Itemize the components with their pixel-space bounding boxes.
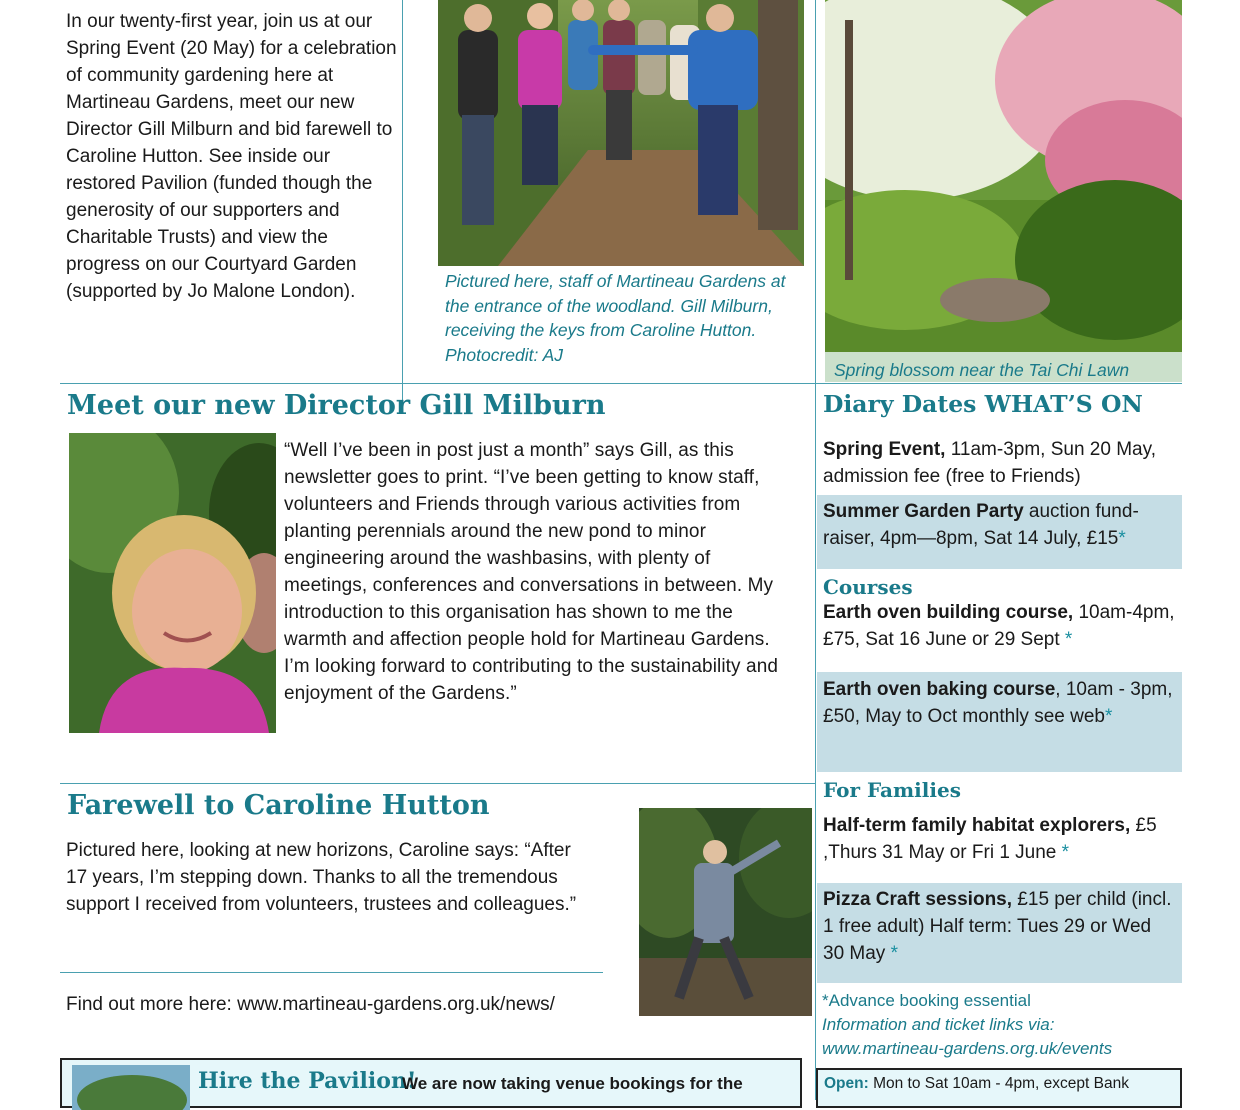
pizza-title: Pizza Craft sessions, [823,889,1013,910]
pizza-star: * [890,943,898,964]
summer-party-details: auction fund-raiser, 4pm—8pm, Sat 14 July, £15 [823,501,1139,549]
booking-note: *Advance booking essential [822,991,1031,1010]
families-heading: For Families [823,778,961,802]
blossom-photo [825,0,1182,382]
half-term-details: £5 ,Thurs 31 May or Fri 1 June [823,815,1157,863]
section-divider-1 [60,383,1182,384]
director-portrait-photo [69,433,276,733]
blossom-photo-caption: Spring blossom near the Tai Chi Lawn [834,360,1130,380]
farewell-text: Pictured here, looking at new horizons, Caroline says: “After 17 years, I’m stepping down. Thanks to all the tremendous support I received from volunteers, trustees and colleagues.” [66,840,577,915]
intro-paragraph: In our twenty-first year, join us at our Spring Event (20 May) for a celebration of community gardening here at Martineau Gardens, meet our new Director Gill Milburn and bid farewell to Caroline Hutton. See inside our restored Pavilion (funded though the generosity of our supporters and Charitable Trusts) and view the progress on our Courtyard Garden (supported by Jo Malone London). [66,11,397,302]
summer-party-star: * [1118,528,1126,549]
staff-photo-caption: Pictured here, staff of Martineau Gardens at the entrance of the woodland. Gill Milburn, receiving the keys from Caroline Hutton. Photocredit: AJ [445,271,786,365]
opening-hours-box [816,1068,1182,1108]
pavilion-text: We are now taking venue bookings for the [402,1074,743,1093]
spring-event-title: Spring Event, [823,439,946,460]
pizza-details: £15 per child (incl. 1 free adult) Half term: Tues 29 or Wed 30 May [823,889,1172,964]
earth-oven-building-item [817,599,1182,669]
pavilion-box [60,1058,802,1108]
earth-oven-baking-star: * [1104,706,1113,727]
right-column-divider [815,0,816,1100]
farewell-heading: Farewell to Caroline Hutton [67,790,490,821]
summer-party-item [817,495,1182,569]
summer-party-title: Summer Garden Party [823,501,1024,522]
pavilion-heading: Hire the Pavilion! [198,1068,417,1094]
earth-oven-building-title: Earth oven building course, [823,602,1074,623]
caroline-photo [639,808,812,1016]
news-link[interactable]: Find out more here: www.martineau-gardens.org.uk/news/ [66,994,555,1015]
earth-oven-building-star: * [1064,629,1073,650]
section-divider-3 [60,972,603,973]
info-note: Information and ticket links via: [822,1015,1055,1034]
spring-event-item [817,436,1182,492]
earth-oven-baking-item [817,672,1182,772]
courses-heading: Courses [823,575,913,599]
section-divider-2 [60,783,815,784]
earth-oven-building-details: 10am-4pm, £75, Sat 16 June or 29 Sept [823,602,1175,650]
director-heading: Meet our new Director Gill Milburn [67,390,606,421]
director-quote: “Well I’ve been in post just a month” says Gill, as this newsletter goes to print. “I’ve been getting to know staff, volunteers and Friends through various activities from planting perennials around the new pond to minor engineering around the washbasins, with plenty of meetings, conferences and conversations in between. My introduction to this organisation has shown to me the warmth and affection people hold for Martineau Gardens. I’m looking forward to contributing to the sustainability and enjoyment of the Gardens.” [284,440,779,704]
earth-oven-baking-title: Earth oven baking course [823,679,1056,700]
earth-oven-baking-details: , 10am - 3pm, £50, May to Oct monthly see web [823,679,1173,727]
open-label: Open: [824,1075,869,1092]
half-term-star: * [1061,842,1070,863]
pavilion-photo [72,1065,190,1110]
staff-group-photo [438,0,804,266]
pizza-item [817,883,1182,983]
events-link[interactable]: www.martineau-gardens.org.uk/events [822,1039,1113,1058]
open-text: Mon to Sat 10am - 4pm, except Bank [868,1075,1129,1092]
half-term-title: Half-term family habitat explorers, [823,815,1131,836]
diary-heading: Diary Dates WHAT’S ON [823,390,1143,418]
spring-event-details: 11am-3pm, Sun 20 May, admission fee (free to Friends) [823,439,1156,487]
half-term-item [817,812,1182,880]
column-divider [402,0,403,400]
